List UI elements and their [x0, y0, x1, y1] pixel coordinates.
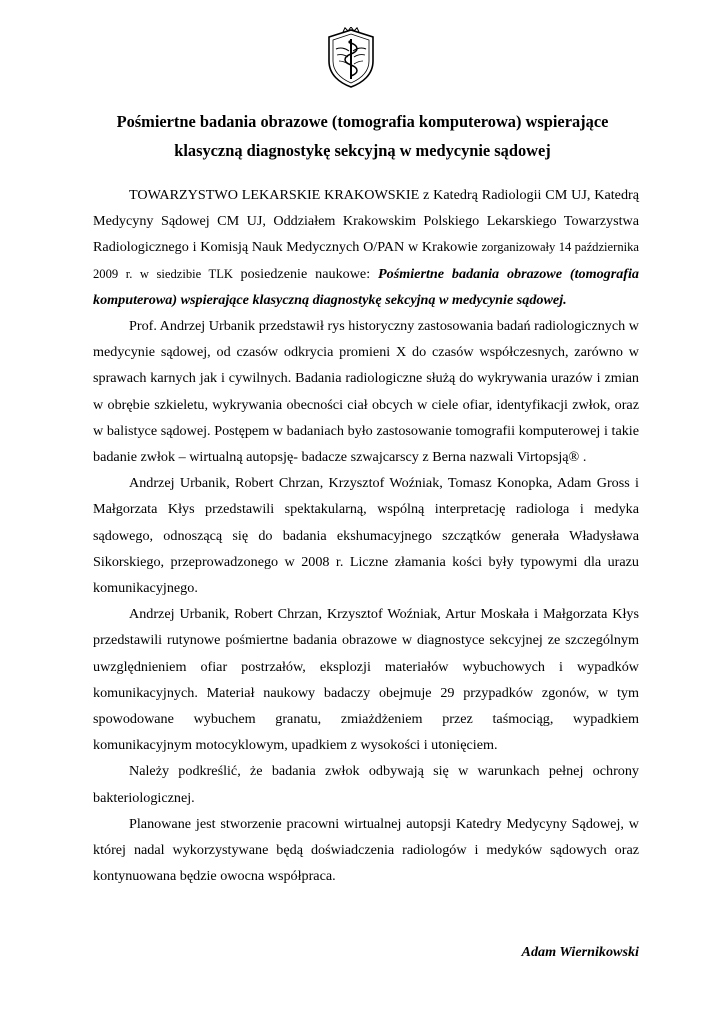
paragraph-protection: Należy podkreślić, że badania zwłok odbywają się w warunkach pełnej ochrony bakteriologicznej. — [93, 763, 639, 806]
society-emblem-icon — [326, 27, 376, 89]
paragraph-intro — [93, 182, 639, 313]
title-line-1: Pośmiertne badania obrazowe (tomografia komputerowa) wspierające — [116, 112, 609, 131]
intro-date: zorganizowały 14 października 2009 r. w siedzibie TLK — [93, 240, 640, 281]
intro-meeting-title: Pośmiertne badania obrazowe (tomografia komputerowa) wspierające klasyczną diagnostykę sekcyjną w medycynie sądowej. — [93, 265, 640, 308]
paragraph-history: Prof. Andrzej Urbanik przedstawił rys historyczny zastosowania badań radiologicznych w medycynie sądowej, od czasów odkrycia promieni X do czasów współczesnych, zarówno w sprawach karnych jak i cywilnych. Badania radiologiczne służą do wykrywania urazów i zmian w obrębie szkieletu, wykrywania obecności ciał obcych w ciele ofiar, identyfikacji zwłok, oraz w balistyce sądowej. Postępem w badaniach było zastosowanie tomografii komputerowej i takie badanie zwłok – wirtualną autopsję- badacze szwajcarscy z Berna nazwali Virtopsją® . — [93, 318, 639, 466]
paragraph-sikorski: Andrzej Urbanik, Robert Chrzan, Krzysztof Woźniak, Tomasz Konopka, Adam Gross i Małgorzata Kłys przedstawili spektakularną, wspólną interpretację radiologa i medyka sądowego, odnoszącą się do badania ekshumacyjnego szczątków generała Władysława Sikorskiego, przeprowadzonego w 2008 r. Liczne złamania kości były typowymi dla urazu komunikacyjnego. — [93, 475, 639, 597]
document-body — [93, 182, 639, 889]
author-signature: Adam Wiernikowski — [521, 944, 639, 960]
title-line-2: klasyczną diagnostykę sekcyjną w medycynie sądowej — [174, 141, 551, 160]
intro-organizers: TOWARZYSTWO LEKARSKIE KRAKOWSKIE z Katedrą Radiologii CM UJ, Katedrą Medycyny Sądowej CM UJ, Oddziałem Krakowskim Polskiego Lekarskiego Towarzystwa Radiologicznego i Komisją Nauk Medycznych O/PAN w Krakowie — [93, 187, 639, 256]
paragraph-routine: Andrzej Urbanik, Robert Chrzan, Krzysztof Woźniak, Artur Moskała i Małgorzata Kłys przedstawili rutynowe pośmiertne badania obrazowe w diagnostyce sekcyjnej ze szczególnym uwzględnieniem ofiar postrzałów, eksplozji materiałów wybuchowych i wypadków komunikacyjnych. Materiał naukowy badaczy obejmuje 29 przypadków zgonów, w tym spowodowane wybuchem granatu, zmiażdżeniem przez taśmociąg, wypadkiem komunikacyjnym motocyklowym, upadkiem z wysokości i utonięciem. — [93, 606, 639, 754]
document-title — [90, 107, 635, 165]
intro-meeting: posiedzenie naukowe: — [240, 265, 379, 282]
paragraph-plans: Planowane jest stworzenie pracowni wirtualnej autopsji Katedry Medycyny Sądowej, w której nadal wykorzystywane będą doświadczenia radiologów i medyków sądowych oraz kontynuowana będzie owocna współpraca. — [93, 815, 639, 885]
